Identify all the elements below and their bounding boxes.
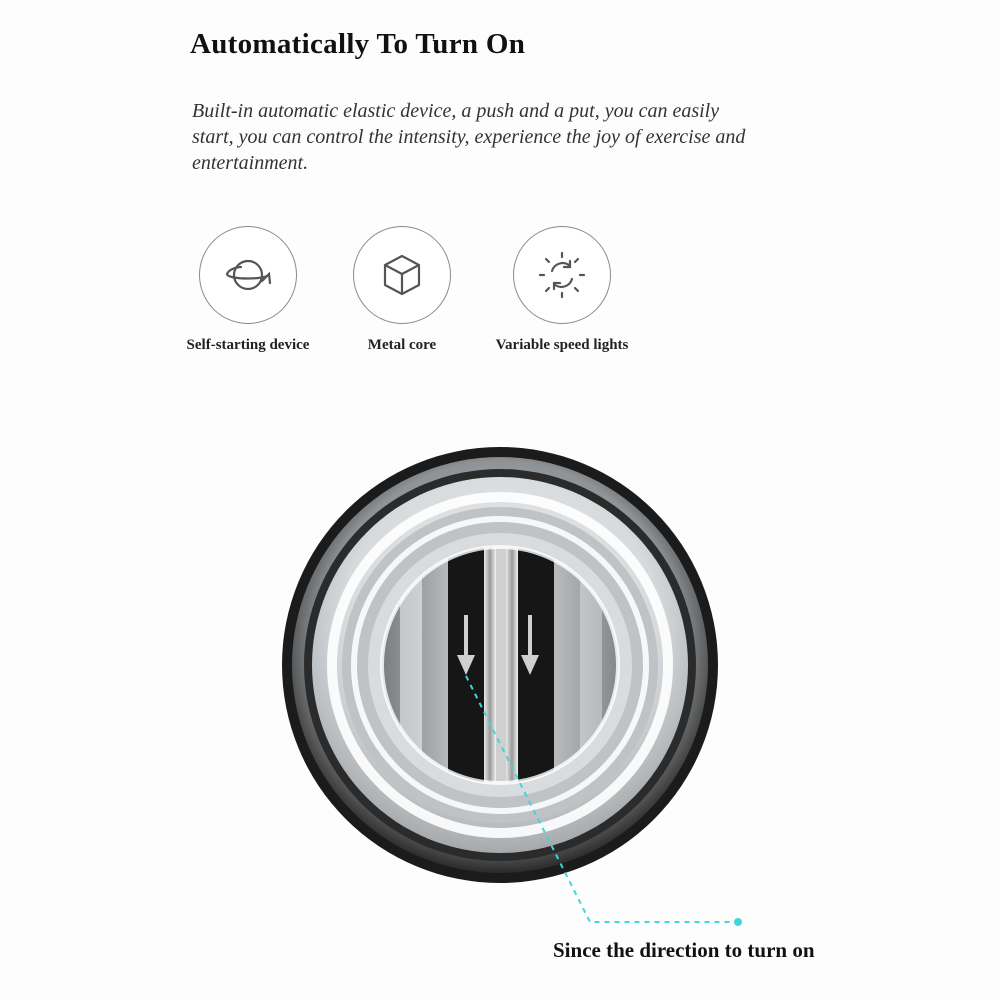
- callout-dot: [734, 918, 742, 926]
- callout-caption: Since the direction to turn on: [553, 938, 815, 962]
- feature-label: Variable speed lights: [495, 337, 629, 353]
- feature-description: Built-in automatic elastic device, a push and a put, you can easily start, you can control the intensity, experience the joy of exercise and entertainment.: [192, 100, 746, 174]
- feature-label: Metal core: [367, 337, 437, 353]
- feature-label: Self-starting device: [186, 337, 310, 353]
- page-title: Automatically To Turn On: [190, 28, 526, 60]
